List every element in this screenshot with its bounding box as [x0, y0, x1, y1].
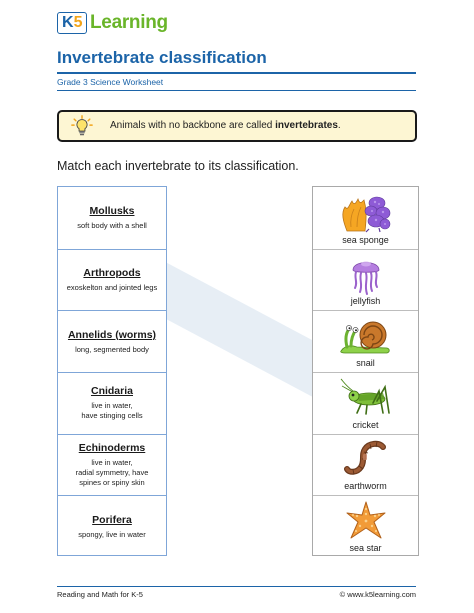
animal-cell[interactable] — [313, 434, 418, 496]
callout-text — [110, 120, 341, 131]
animal-label: snail — [356, 357, 375, 368]
classification-name: Mollusks — [89, 204, 135, 217]
classification-description: soft body with a shell — [77, 220, 147, 230]
classification-name: Porifera — [92, 513, 132, 526]
callout-text-end: . — [337, 120, 341, 131]
animal-cell[interactable] — [313, 495, 418, 557]
animal-cell[interactable] — [313, 372, 418, 434]
classification-description: live in water, have stinging cells — [81, 401, 143, 421]
instructions: Match each invertebrate to its classification. — [57, 159, 299, 173]
logo-badge — [57, 12, 87, 34]
page-subtitle: Grade 3 Science Worksheet — [57, 77, 164, 87]
classification-description: spongy, live in water — [78, 529, 146, 539]
animal-label: jellyfish — [350, 296, 381, 307]
logo-five: 5 — [73, 14, 83, 31]
footer-tagline: Reading and Math for K-5 — [57, 590, 143, 599]
classification-name: Cnidaria — [90, 385, 133, 398]
classification-description: long, segmented body — [75, 344, 149, 354]
page-title: Invertebrate classification — [57, 48, 267, 67]
logo-k: K — [62, 14, 74, 31]
callout-keyword: invertebrates — [275, 120, 338, 131]
classification-name: Arthropods — [83, 266, 141, 279]
classification-cell[interactable] — [58, 372, 166, 434]
classification-name: Echinoderms — [78, 441, 146, 454]
classification-description: live in water, radial symmetry, have spines or spiny skin — [75, 457, 149, 487]
sea-sponge-icon — [339, 191, 393, 233]
classification-name: Annelids (worms) — [67, 328, 157, 341]
classification-description: exoskelton and jointed legs — [66, 282, 158, 292]
sea-star-icon — [339, 500, 393, 542]
jellyfish-icon — [339, 254, 393, 296]
earthworm-icon — [339, 439, 393, 481]
footer-website[interactable]: © www.k5learning.com — [339, 590, 416, 599]
animal-cell[interactable] — [313, 310, 418, 372]
animal-cell[interactable] — [313, 187, 418, 249]
classification-cell[interactable] — [58, 249, 166, 311]
callout-text-start: Animals with no backbone are called — [110, 120, 276, 131]
logo-wordmark: Learning — [90, 12, 168, 33]
cricket-icon — [339, 377, 393, 419]
animal-label: earthworm — [344, 481, 387, 492]
snail-icon — [339, 315, 393, 357]
footer-divider — [57, 586, 416, 587]
lightbulb-icon — [71, 115, 93, 137]
classification-cell[interactable] — [58, 310, 166, 372]
animal-label: cricket — [352, 419, 379, 430]
classification-cell[interactable] — [58, 187, 166, 249]
animal-cell[interactable] — [313, 249, 418, 311]
animal-label: sea star — [349, 542, 382, 553]
k5-learning-logo — [57, 10, 167, 36]
classification-column — [57, 186, 167, 556]
animal-column — [312, 186, 419, 556]
subtitle-divider — [57, 90, 416, 91]
title-divider — [57, 72, 416, 74]
definition-callout — [57, 110, 417, 142]
classification-cell[interactable] — [58, 495, 166, 557]
animal-label: sea sponge — [342, 234, 389, 245]
classification-cell[interactable] — [58, 434, 166, 496]
